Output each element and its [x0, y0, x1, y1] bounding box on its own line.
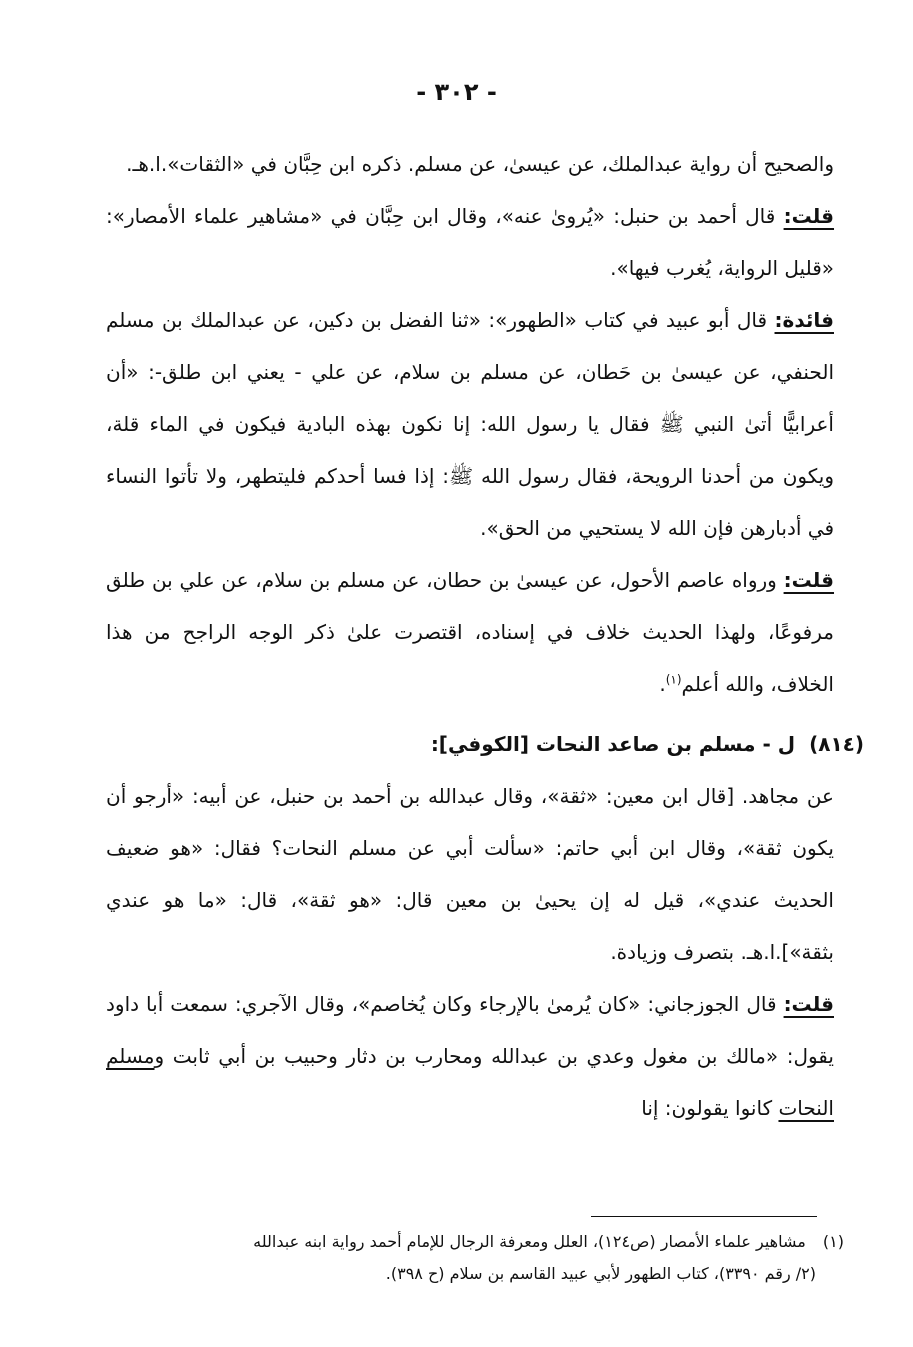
paragraph-1 [106, 138, 834, 190]
paragraph-text: عن مجاهد. [قال ابن معين: «ثقة»، وقال عبدالله بن أحمد بن حنبل، عن أبيه: «أرجو أن يكون ثقة»، وقال ابن أبي حاتم: «سألت أبي عن مسلم النحات؟ فقال: «هو ضعيف الحديث عندي»، قيل له إن يحيىٰ بن معين قال: «هو ثقة»، قال: «ما هو عندي بثقة»].ا.هـ. بتصرف وزيادة. [106, 784, 834, 964]
main-text [106, 138, 864, 1134]
footnote-text: مشاهير علماء الأمصار (ص١٢٤)، العلل ومعرفة الرجال للإمام أحمد رواية ابنه عبدالله [253, 1232, 806, 1251]
faida-label: فائدة: [774, 308, 834, 332]
footnotes [106, 1226, 844, 1290]
footnote-ref: (١) [665, 672, 682, 687]
footnote-text: (٢/ رقم ٣٣٩٠)، كتاب الطهور لأبي عبيد القاسم بن سلام (ح ٣٩٨). [385, 1264, 816, 1283]
paragraph-text: قال أحمد بن حنبل: «يُروىٰ عنه»، وقال ابن حِبَّان في «مشاهير علماء الأمصار»: «قليل الرواية، يُغرب فيها». [106, 204, 834, 280]
footnote-line [106, 1258, 844, 1290]
paragraph-text: والصحيح أن رواية عبدالملك، عن عيسىٰ، عن مسلم. ذكره ابن حِبَّان في «الثقات».ا.هـ. [126, 152, 834, 176]
paragraph-text: ورواه عاصم الأحول، عن عيسىٰ بن حطان، عن مسلم بن سلام، عن علي بن طلق مرفوعًا، ولهذا الحديث خلاف في إسناده، اقتصرت علىٰ ذكر الوجه الراجح من هذا الخلاف، والله أعلم [106, 568, 834, 696]
qultu-label: قلت: [783, 568, 835, 592]
underlined-name: مسلم النحات [106, 1044, 834, 1120]
paragraph-text: قال أبو عبيد في كتاب «الطهور»: «ثنا الفضل بن دكين، عن عبدالملك بن مسلم الحنفي، عن عيسىٰ بن حَطان، عن مسلم بن سلام، عن علي - يعني ابن طلق-: «أن أعرابيًّا أتىٰ النبي ﷺ فقال يا رسول الله: إنا نكون بهذه البادية فيكون في الماء قلة، ويكون من أحدنا الرويحة، فقال رسول الله ﷺ: إذا فسا أحدكم فليتطهر، ولا تأتوا النساء في أدبارهن فإن الله لا يستحيي من الحق». [106, 308, 834, 540]
paragraph-text-end: كانوا يقولون: إنا [641, 1096, 779, 1120]
footnote-marker: (١) [822, 1232, 844, 1251]
footnote-divider [591, 1216, 817, 1217]
paragraph-2 [106, 190, 834, 294]
entry-paragraph-2 [106, 978, 834, 1134]
footnote-line [106, 1226, 844, 1258]
qultu-label: قلت: [783, 204, 835, 228]
page-number: - ٣٠٢ - [416, 78, 497, 106]
paragraph-4 [106, 554, 834, 710]
qultu-label: قلت: [783, 992, 834, 1016]
entry-number: (٨١٤) [809, 732, 864, 756]
entry-heading [106, 718, 864, 770]
paragraph-text: قال الجوزجاني: «كان يُرمىٰ بالإرجاء وكان يُخاصم»، وقال الآجري: سمعت أبا داود يقول: «مالك بن مغول وعدي بن عبدالله ومحارب بن دثار وحبيب بن أبي ثابت و [106, 992, 834, 1068]
paragraph-3 [106, 294, 834, 554]
entry-title: ل - مسلم بن صاعد النحات [الكوفي]: [430, 732, 796, 756]
paragraph-tail: . [659, 672, 666, 696]
entry-paragraph-1 [106, 770, 834, 978]
